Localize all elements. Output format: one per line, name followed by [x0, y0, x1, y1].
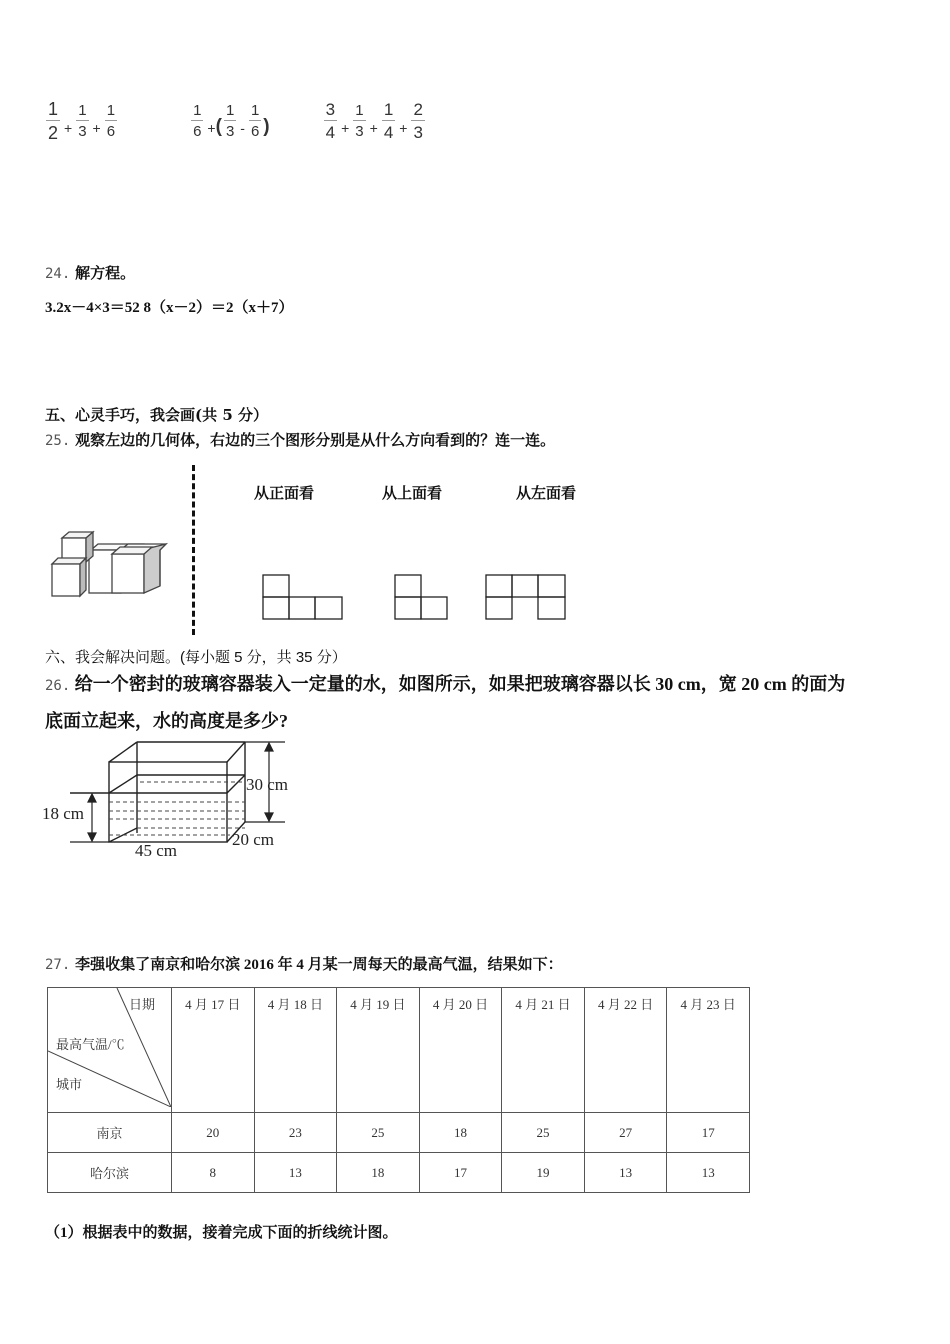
fraction: $\frac{1}{6}$	[193, 102, 202, 140]
fraction-expression-3: $\frac{3}{4}$ + $\frac{1}{3}$ + $\frac{1}{4}$ + $\frac{2}{3}$	[325, 100, 423, 142]
date-header: 4 月 17 日	[172, 988, 255, 1113]
date-header: 4 月 21 日	[502, 988, 585, 1113]
corner-label-temp: 最高气温/℃	[56, 1037, 125, 1052]
cube-solid-figure	[48, 530, 168, 605]
fraction: $\frac{3}{4}$	[325, 100, 336, 142]
svg-text:30 cm: 30 cm	[246, 775, 289, 794]
section-6-heading: 六、我会解决问题。(每小题 5 分，共 35 分）	[45, 649, 347, 666]
svg-text:20 cm: 20 cm	[232, 830, 275, 849]
date-header: 4 月 23 日	[667, 988, 750, 1113]
question-27-text: 27. 李强收集了南京和哈尔滨 2016 年 4 月某一周每天的最高气温，结果如下：	[45, 957, 563, 973]
value-cell: 17	[419, 1153, 502, 1193]
city-cell: 哈尔滨	[48, 1153, 172, 1193]
fraction: $\frac{1}{4}$	[383, 100, 394, 142]
city-cell: 南京	[48, 1113, 172, 1153]
value-cell: 13	[667, 1153, 750, 1193]
date-header: 4 月 20 日	[419, 988, 502, 1113]
value-cell: 8	[172, 1153, 255, 1193]
value-cell: 17	[667, 1113, 750, 1153]
date-header: 4 月 18 日	[254, 988, 337, 1113]
date-header: 4 月 19 日	[337, 988, 420, 1113]
value-cell: 13	[584, 1153, 667, 1193]
temperature-table	[47, 987, 750, 1193]
view-shape-1[interactable]	[262, 574, 346, 622]
dashed-divider	[192, 465, 195, 635]
question-24-heading: 24. 解方程。	[45, 264, 136, 282]
table-row	[48, 1113, 750, 1153]
view-label-left: 从左面看	[516, 486, 577, 502]
question-26-line-2: 底面立起来，水的高度是多少?	[45, 711, 288, 731]
fraction: $\frac{1}{2}$	[48, 99, 59, 143]
value-cell: 18	[337, 1153, 420, 1193]
value-cell: 25	[337, 1113, 420, 1153]
value-cell: 20	[172, 1113, 255, 1153]
diagonal-header-cell	[48, 988, 172, 1113]
fraction: $\frac{1}{3}$	[225, 102, 235, 140]
question-24-equations: 3.2x－4×3＝52 8（x－2）＝2（x＋7）	[45, 300, 294, 316]
value-cell: 13	[254, 1153, 337, 1193]
corner-label-city: 城市	[56, 1077, 83, 1092]
fraction: $\frac{1}{3}$	[78, 102, 87, 140]
view-label-top: 从上面看	[382, 486, 443, 502]
table-row	[48, 1153, 750, 1193]
value-cell: 27	[584, 1113, 667, 1153]
svg-text:18 cm: 18 cm	[42, 804, 85, 823]
view-label-front: 从正面看	[254, 486, 315, 502]
fraction-expressions	[44, 100, 427, 142]
fraction: $\frac{2}{3}$	[413, 100, 423, 142]
section-5-heading: 五、心灵手巧，我会画(共 5 分）	[45, 406, 268, 424]
question-26-line-1: 26. 给一个密封的玻璃容器装入一定量的水，如图所示，如果把玻璃容器以长 30 cm，宽 20 cm 的面为	[45, 674, 846, 694]
question-27-sub-1: （1）根据表中的数据，接着完成下面的折线统计图。	[45, 1225, 398, 1241]
fraction-expression-2: $\frac{1}{6}$ + ( $\frac{1}{3}$ - $\frac{1}{6}$ )	[193, 102, 270, 140]
glass-container-figure	[40, 735, 310, 860]
fraction: $\frac{1}{6}$	[250, 102, 260, 140]
date-header: 4 月 22 日	[584, 988, 667, 1113]
svg-text:45 cm: 45 cm	[135, 841, 178, 860]
corner-label-date: 日期	[128, 997, 155, 1012]
value-cell: 23	[254, 1113, 337, 1153]
value-cell: 25	[502, 1113, 585, 1153]
fraction: $\frac{1}{3}$	[355, 102, 364, 140]
view-shape-3[interactable]	[485, 574, 569, 622]
question-25-text: 25. 观察左边的几何体，右边的三个图形分别是从什么方向看到的？连一连。	[45, 431, 556, 449]
fraction: $\frac{1}{6}$	[106, 102, 116, 140]
table-header-row	[48, 988, 750, 1113]
view-shape-2[interactable]	[394, 574, 450, 622]
value-cell: 19	[502, 1153, 585, 1193]
value-cell: 18	[419, 1113, 502, 1153]
fraction-expression-1: $\frac{1}{2}$ + $\frac{1}{3}$ + $\frac{1}{6}$	[48, 99, 116, 143]
